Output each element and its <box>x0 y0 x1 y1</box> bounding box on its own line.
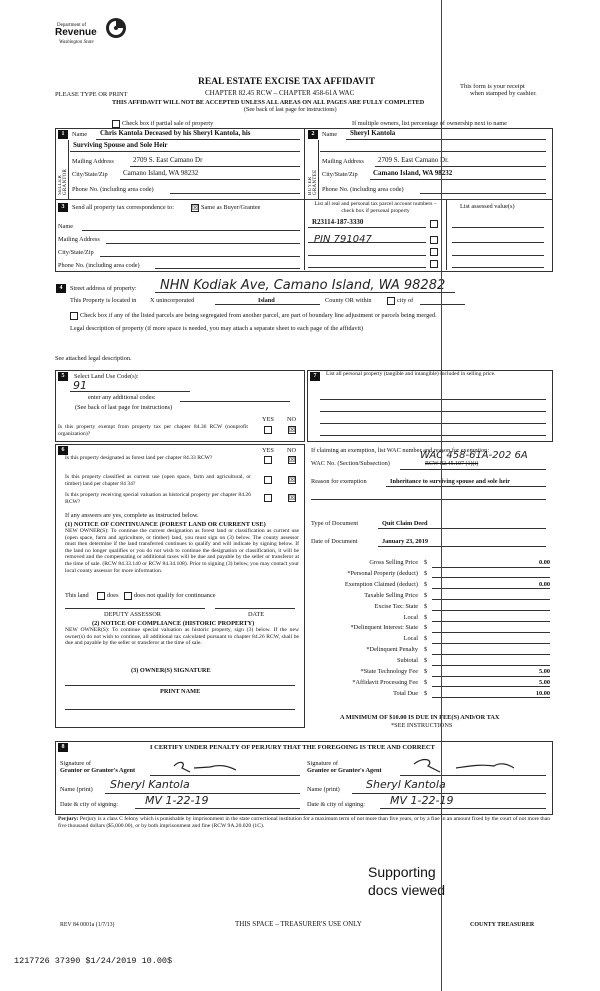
if-any-yes-text: If any answers are yes, complete as instructed below. <box>65 512 199 519</box>
grantor-date-handwritten: MV 1-22-19 <box>145 794 209 807</box>
landuse-code: 91 <box>73 379 87 392</box>
exempt-no-checkbox[interactable]: ☒ <box>289 426 296 434</box>
multiple-owners-label: If multiple owners, list percentage of ownership next to name <box>352 120 507 127</box>
buyer-side-label: BUYER GRANTEE <box>308 169 318 195</box>
seller-city: Camano Island, WA 98232 <box>123 169 199 177</box>
located-in-label: This Property is located in <box>70 297 137 304</box>
tax-name-label: Name <box>58 223 74 230</box>
print-name-label: PRINT NAME <box>160 688 201 695</box>
logo-swirl-icon <box>105 17 127 39</box>
parcel-1: R23114-187-3330 <box>312 218 364 226</box>
city-of-label: city of <box>397 297 414 304</box>
tax-row-value: 10.00 <box>535 689 550 697</box>
seller-side-label: SELLER GRANTOR <box>58 168 68 195</box>
tax-row-dollar: $ <box>424 602 428 610</box>
notice-compliance-title: (2) NOTICE OF COMPLIANCE (HISTORIC PROPERTY) <box>92 620 255 627</box>
grantee-date-label: Date & city of signing: <box>307 801 366 808</box>
city-checkbox[interactable] <box>387 297 395 305</box>
owner-signature-label: (3) OWNER(S) SIGNATURE <box>131 667 211 674</box>
section-7-badge: 7 <box>310 372 320 381</box>
see-attached-legal: See attached legal description. <box>55 355 132 362</box>
same-as-buyer-label: Same as Buyer/Grantee <box>201 204 261 211</box>
does-checkbox[interactable] <box>97 592 105 600</box>
tax-row-label: *Personal Property (deduct) <box>347 569 418 577</box>
current-use-no-checkbox[interactable]: ☒ <box>289 476 296 484</box>
treasurer-space: THIS SPACE – TREASURER'S USE ONLY <box>235 920 362 928</box>
tax-row-line <box>432 577 550 578</box>
tax-row-label: Taxable Selling Price <box>364 591 418 599</box>
warning-text: THIS AFFIDAVIT WILL NOT BE ACCEPTED UNLESS ALL AREAS ON ALL PAGES ARE FULLY COMPLETED <box>112 99 425 106</box>
tax-row-line <box>432 676 550 677</box>
personal-property-label: List all personal property (tangible and intangible) included in selling price. <box>326 371 496 377</box>
county-area: Island <box>258 297 275 304</box>
docdate-label: Date of Document <box>311 538 358 545</box>
tax-row-dollar: $ <box>424 646 428 654</box>
additional-codes-label: enter any additional codes: <box>88 394 156 401</box>
logo-line2: Revenue <box>55 27 97 38</box>
forest-yes-checkbox[interactable] <box>264 456 272 464</box>
buyer-name-label: Name <box>322 131 338 138</box>
grantee-date-handwritten: MV 1-22-19 <box>390 794 454 807</box>
recording-stamp: 1217726 37390 $1/24/2019 10.00$ <box>14 956 173 966</box>
historic-question: Is this property receiving special valuation as historical property per chapter 84.26 RCW? <box>65 492 251 505</box>
tax-row-label: Subtotal <box>397 657 418 665</box>
section-2-badge: 2 <box>308 130 318 139</box>
chapter-text: CHAPTER 82.45 RCW – CHAPTER 458-61A WAC <box>205 89 355 97</box>
same-as-buyer-checkbox[interactable]: ☒ <box>192 204 199 212</box>
tax-row-line <box>432 654 550 655</box>
section-7-box <box>307 370 553 442</box>
tax-row-label: Local <box>403 635 418 643</box>
tax-city-label: City/State/Zip <box>58 249 94 256</box>
current-use-question: Is this property classified as current use (open space, farm and agricultural, or timber) land per chapter 84 34? <box>65 474 251 487</box>
seller-name-2: Surviving Spouse and Sole Heir <box>73 141 168 149</box>
tax-row-dollar: $ <box>424 580 428 588</box>
seller-city-label: City/State/Zip <box>72 171 108 178</box>
grantee-name-label: Name (print) <box>307 786 340 793</box>
landuse-label: Select Land Use Code(s): <box>74 373 139 380</box>
logo-line3: Washington State <box>59 40 94 45</box>
wac-label: WAC No. (Section/Subsection) <box>311 460 390 467</box>
exempt-question: Is this property exempt from property tax per chapter 84.36 RCW (nonprofit organization)? <box>58 424 248 437</box>
tax-row-line <box>432 610 550 611</box>
partial-sale-label: Check box if partial sale of property <box>122 120 214 127</box>
minimum-due-text: A MINIMUM OF $10.00 IS DUE IN FEE(S) AND/OR TAX <box>340 714 500 721</box>
forest-question: Is this property designated as forest land per chapter 84.33 RCW? <box>65 455 213 461</box>
tax-row-value: 5.00 <box>538 678 550 686</box>
tax-row-line <box>432 599 550 600</box>
tax-row-label: Local <box>403 613 418 621</box>
parcel-2-handwritten: PIN 791047 <box>314 234 372 245</box>
tax-row-dollar: $ <box>424 613 428 621</box>
seller-mail-label: Mailing Address <box>72 158 114 165</box>
tax-row-line <box>432 632 550 633</box>
grantee-sig-label-2: Grantee or Grantee's Agent <box>307 767 382 774</box>
sec6-no-header: NO <box>287 447 297 454</box>
buyer-mail-label: Mailing Address <box>322 158 364 165</box>
rev-number: REV 84 0001a (1/7/13) <box>60 922 115 928</box>
partial-sale-checkbox[interactable] <box>112 120 120 128</box>
tax-row-dollar: $ <box>424 689 428 697</box>
tax-row-dollar: $ <box>424 624 428 632</box>
county-treasurer: COUNTY TREASURER <box>470 922 535 928</box>
grantor-sig-label-2: Grantor or Grantor's Agent <box>60 767 136 774</box>
historic-no-checkbox[interactable]: ☒ <box>289 494 296 502</box>
street-address-label: Street address of property: <box>70 285 137 292</box>
tax-row-label: Excise Tax: State <box>374 602 418 610</box>
certify-text: I CERTIFY UNDER PENALTY OF PERJURY THAT THE FOREGOING IS TRUE AND CORRECT <box>150 744 435 751</box>
segregated-label: Check box if any of the listed parcels are being segregated from another parcel, are part of boundary line adjustment or parcels being merged. <box>80 312 437 319</box>
tax-row-dollar: $ <box>424 668 428 675</box>
does-label: does <box>107 592 119 599</box>
tax-row-dollar: $ <box>424 591 428 599</box>
reason-label: Reason for exemption <box>311 478 367 485</box>
doctype-label: Type of Document <box>311 520 359 527</box>
doctype-value: Quit Claim Deed <box>382 520 428 527</box>
notice-continuance-title: (1) NOTICE OF CONTINUANCE (FOREST LAND OR CURRENT USE) <box>65 521 266 528</box>
tax-row-label: *State Technology Fee <box>360 668 418 675</box>
does-not-checkbox[interactable] <box>124 592 132 600</box>
tax-row-value: 0.00 <box>538 559 550 566</box>
notice-continuance-text: NEW OWNER(S): To continue the current designation as forest land or classification as current use (open space, farm and agriculture, or timber) land, you must sign on (3) below. The county assessor must then determine if the land transferred continues to qualify and will indicate by signing below. If the land no longer qualifies or you do not wish to continue the designation or classification, it will be removed and the compensating or additional taxes will be due and payable by the seller or transferor at the time of sale. (RCW 84.33.140 or RCW 84.34.108). Prior to signing (3) below, you may contact your local county assessor for more information. <box>65 528 299 574</box>
grantee-sig-label: Signature of <box>307 760 338 767</box>
wac-struck: RCW 82.45.197 (1)(i) <box>425 461 479 467</box>
seller-mail: 2709 S. East Camano Dr <box>133 156 203 164</box>
tax-phone-label: Phone No. (including area code) <box>58 262 140 269</box>
section-1-badge: 1 <box>58 130 68 139</box>
tax-row-label: *Affidavit Processing Fee <box>352 678 418 686</box>
supporting-stamp-1: Supporting <box>368 864 436 880</box>
tax-row-line <box>432 643 550 644</box>
tax-row-dollar: $ <box>424 635 428 643</box>
county-within-label: County OR within <box>325 297 372 304</box>
revenue-logo <box>55 17 130 47</box>
seller-name-label: Name <box>72 131 88 138</box>
deputy-assessor-label: DEPUTY ASSESSOR <box>104 611 161 618</box>
street-address-handwritten: NHN Kodiak Ave, Camano Island, WA 98282 <box>160 278 446 293</box>
buyer-phone-label: Phone No. (including area code) <box>322 186 404 193</box>
buyer-city: Camano Island, WA 98232 <box>373 169 453 177</box>
grantee-name-handwritten: Sheryl Kantola <box>366 778 446 791</box>
unincorporated-label: X unincorporated <box>150 297 195 304</box>
section-5-badge: 5 <box>58 372 68 381</box>
logo-line1: Department of <box>57 23 87 28</box>
segregated-checkbox[interactable] <box>70 312 78 320</box>
notice-compliance-text: NEW OWNER(S): To continue special valuation as historic property, sign (3) below. If the new owner(s) do not wish to continue, all additional tax calculated pursuant to chapter 84.26 RCW, shall be due and payable by the seller or transferor at the time of sale. <box>65 627 299 647</box>
tax-row-line <box>432 567 550 568</box>
tax-row-label: Gross Selling Price <box>369 559 418 566</box>
supporting-stamp-2: docs viewed <box>368 882 446 898</box>
tax-row-dollar: $ <box>424 559 428 566</box>
sec5-no-header: NO <box>287 416 297 423</box>
buyer-name: Sheryl Kantola <box>350 129 396 137</box>
sec5-yes-header: YES <box>262 416 274 423</box>
seller-name: Chris Kantola Deceased by his Sheryl Kantola, his <box>100 129 251 137</box>
reason-value: Inheritance to surviving spouse and sole heir <box>390 478 511 485</box>
perjury-body: Perjury is a class C felony which is punishable by imprisonment in the state correctional institution for a maximum term of not more than five years, or by a fine in an amount fixed by the court of not more than five thousand dollars ($5,000.00), or by both imprisonment and fine (RCW 9A.20.020 (1C). <box>58 816 551 829</box>
docdate-value: January 23, 2019 <box>382 538 429 545</box>
assessed-values-title: List assessed value(s) <box>460 203 515 210</box>
tax-row-label: *Delinquent Penalty <box>366 646 418 654</box>
date-label: DATE <box>248 611 265 618</box>
tax-row-label: *Delinquent Interest: State <box>350 624 418 632</box>
section-8-badge: 8 <box>58 743 68 752</box>
tax-row-line <box>432 686 550 687</box>
tax-row-label: Exemption Claimed (deduct) <box>344 580 418 588</box>
tax-row-dollar: $ <box>424 678 428 686</box>
tax-row-value: 5.00 <box>538 668 550 675</box>
buyer-mail: 2709 S. East Camano Dr. <box>378 156 449 164</box>
send-correspondence-label: Send all property tax correspondence to: <box>72 204 174 211</box>
landuse-seeback: (See back of last page for instructions) <box>75 404 173 411</box>
buyer-city-label: City/State/Zip <box>322 171 358 178</box>
see-instructions-text: *SEE INSTRUCTIONS <box>391 722 453 729</box>
seeback-text: (See back of last page for instructions) <box>244 107 337 113</box>
receipt-line1: This form is your receipt <box>460 83 525 90</box>
current-use-yes-checkbox[interactable] <box>264 476 272 484</box>
tax-mail-label: Mailing Address <box>58 236 100 243</box>
fold-line <box>441 0 442 991</box>
tax-row-dollar: $ <box>424 657 428 665</box>
section-3-badge: 3 <box>58 203 68 212</box>
section-4-badge: 4 <box>56 284 66 293</box>
seller-phone-label: Phone No. (including area code) <box>72 186 154 193</box>
receipt-line2: when stamped by cashier. <box>470 90 537 97</box>
tax-row-line <box>432 588 550 589</box>
tax-row-dollar: $ <box>424 569 428 577</box>
sec6-yes-header: YES <box>262 447 274 454</box>
does-not-label: does not qualify for continuance <box>134 592 216 599</box>
parcel-list-title: List all real and personal tax parcel account numbers – check box if personal property <box>314 201 437 214</box>
tax-row-line <box>432 697 550 698</box>
perjury-label: Perjury: <box>58 816 79 822</box>
forest-no-checkbox[interactable]: ☒ <box>289 456 296 464</box>
this-land-label: This land <box>65 592 89 599</box>
form-title: REAL ESTATE EXCISE TAX AFFIDAVIT <box>198 77 376 87</box>
wac-handwritten: WAC 458-61A-202 6A <box>420 450 528 461</box>
tax-row-value: 0.00 <box>538 580 550 588</box>
tax-row-line <box>432 621 550 622</box>
grantor-date-label: Date & city of signing: <box>60 801 119 808</box>
grantor-name-label: Name (print) <box>60 786 93 793</box>
grantor-sig-label: Signature of <box>60 760 91 767</box>
exempt-yes-checkbox[interactable] <box>264 426 272 434</box>
grantor-name-handwritten: Sheryl Kantola <box>110 778 190 791</box>
legal-description-label: Legal description of property (if more space is needed, you may attach a separate sheet to each page of the affidavit) <box>70 325 364 332</box>
perjury-text <box>58 816 550 829</box>
tax-row-label: Total Due <box>393 689 418 697</box>
please-type: PLEASE TYPE OR PRINT <box>55 91 128 98</box>
tax-row-line <box>432 665 550 666</box>
historic-yes-checkbox[interactable] <box>264 494 272 502</box>
exemption-claim-label: If claiming an exemption, list WAC number and reason for exemption: <box>311 447 490 454</box>
section-6-badge: 6 <box>58 446 68 455</box>
